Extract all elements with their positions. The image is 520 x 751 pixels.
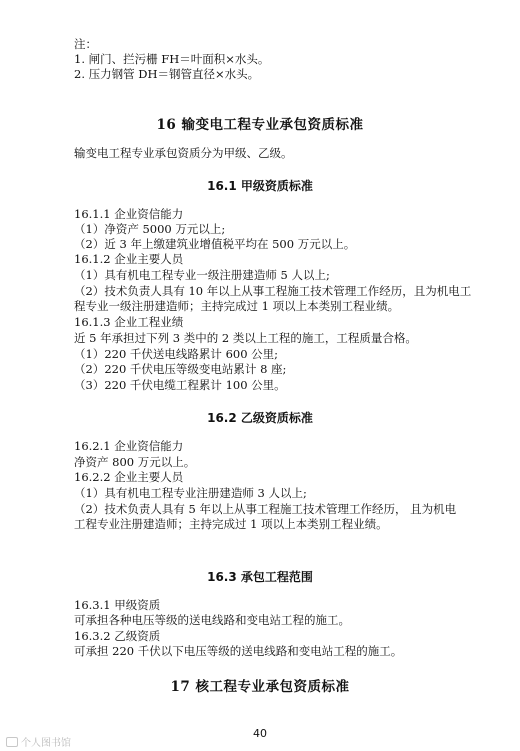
watermark-logo-icon (6, 737, 18, 747)
text-line: 16.3.1 甲级资质 (74, 598, 161, 612)
watermark-text: 个人图书馆 (21, 738, 71, 749)
text-line: 16.1.3 企业工程业绩 (74, 315, 184, 329)
text-line: （2）近 3 年上缴建筑业增值税平均在 500 万元以上。 (74, 237, 356, 251)
section-16-3-title: 16.3 承包工程范围 (207, 570, 313, 584)
text-line: 16.1.2 企业主要人员 (74, 252, 184, 266)
section-16-2-title: 16.2 乙级资质标准 (207, 411, 313, 425)
text-line: （1）220 千伏送电线路累计 600 公里; (74, 347, 279, 361)
watermark (6, 734, 71, 749)
chapter-16-title: 16 输变电工程专业承包资质标准 (156, 117, 364, 133)
page-number: 40 (253, 727, 267, 740)
text-line: （1）具有机电工程专业注册建造师 3 人以上; (74, 486, 307, 500)
text-line: （2）技术负责人具有 10 年以上从事工程施工技术管理工作经历，且为机电工 (74, 284, 472, 298)
text-line: （2）220 千伏电压等级变电站累计 8 座; (74, 362, 287, 376)
text-line: 16.1.1 企业资信能力 (74, 207, 184, 221)
text-line: 净资产 800 万元以上。 (74, 455, 196, 469)
text-line: 可承担各种电压等级的送电线路和变电站工程的施工。 (74, 613, 350, 627)
text-line: （3）220 千伏电缆工程累计 100 公里。 (74, 378, 286, 392)
note-item-1: 1. 闸门、拦污栅 FH＝叶面积×水头。 (74, 52, 270, 66)
text-line: 16.2.1 企业资信能力 (74, 439, 184, 453)
text-line: 16.2.2 企业主要人员 (74, 470, 184, 484)
notes-label: 注： (74, 37, 97, 51)
text-line: 近 5 年承担过下列 3 类中的 2 类以上工程的施工，工程质量合格。 (74, 331, 417, 345)
text-line: （2）技术负责人具有 5 年以上从事工程施工技术管理工作经历， 且为机电 (74, 502, 457, 516)
section-16-1-title: 16.1 甲级资质标准 (207, 179, 313, 193)
chapter-17-title: 17 核工程专业承包资质标准 (170, 679, 350, 695)
chapter-16-intro: 输变电工程专业承包资质分为甲级、乙级。 (74, 146, 293, 160)
note-item-2: 2. 压力钢管 DH＝钢管直径×水头。 (74, 67, 260, 81)
text-line: 工程专业注册建造师；主持完成过 1 项以上本类别工程业绩。 (74, 517, 388, 531)
text-line: （1）净资产 5000 万元以上; (74, 222, 226, 236)
text-line: 16.3.2 乙级资质 (74, 629, 161, 643)
text-line: （1）具有机电工程专业一级注册建造师 5 人以上; (74, 268, 330, 282)
text-line: 程专业一级注册建造师；主持完成过 1 项以上本类别工程业绩。 (74, 299, 400, 313)
text-line: 可承担 220 千伏以下电压等级的送电线路和变电站工程的施工。 (74, 644, 403, 658)
